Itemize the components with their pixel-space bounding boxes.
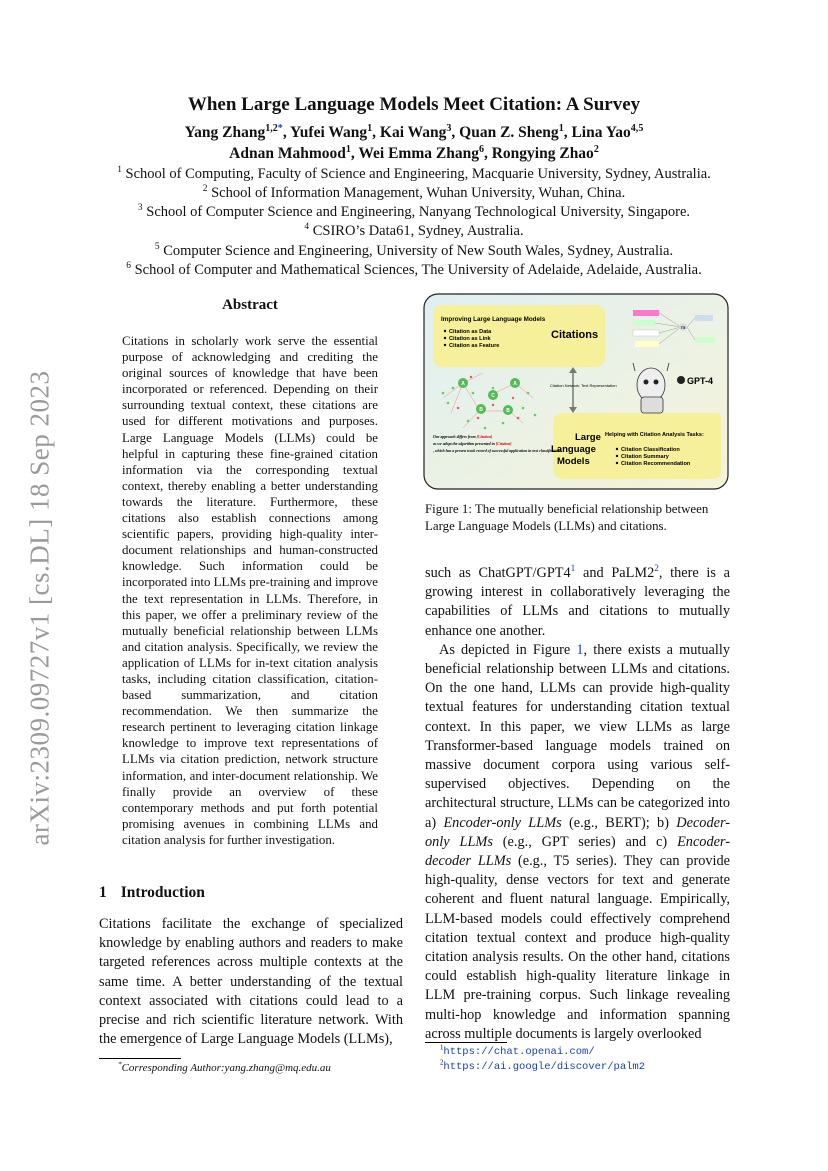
right-paragraph-2: As depicted in Figure 1, there exists a mutually beneficial relationship between LLMs and citations. On the one hand, LLMs can provide high-quality textual features for understanding citation textual context. In this paper, we view LLMs as large Transformer-based language models trained on massive document corpora using various self-supervised objectives. Depending on the architectural structure, LLMs can be categorized into a) Encoder-only LLMs (e.g., BERT); b) Decoder-only LLMs (e.g., GPT series) and c) Encoder-decoder LLMs (e.g., T5 series). They can provide high-quality, dense vectors for text and generate coherent and fluent natural language. Empirically, LLM-based models could effectively comprehend citation textual context and produce high-quality citation analysis results. On the other hand, citations could establish high-quality literature linkage in LLM pre-training corpus. Such linkage revealing multi-hop knowledge and information spanning across multiple documents is largely overlooked (425, 641, 730, 1042)
arxiv-identifier: arXiv:2309.09727v1 [cs.DL] 18 Sep 2023 (24, 370, 55, 845)
author: Yang Zhang$^{1,2*}$ (184, 122, 283, 141)
footnote-ref-1: 1 (570, 564, 576, 575)
figure-1 (423, 293, 729, 490)
helping-item: Citation Recommendation (621, 461, 691, 467)
text-representation-label: Text Representation (581, 383, 617, 388)
author: Quan Z. Sheng$^1$ (459, 122, 564, 141)
llm-label: Large (575, 432, 601, 443)
node-label: B (506, 408, 510, 414)
approach-note: Our approach differs from [Citation] as we adopt the algorithm presented in [Citation] , which has a proven track record of successful application in text classification. (433, 435, 562, 453)
author: Yufei Wang$^1$ (290, 122, 373, 141)
author: Adnan Mahmood$^1$ (229, 143, 351, 162)
figure-illustration (423, 293, 729, 490)
author: Wei Emma Zhang$^6$ (358, 143, 484, 162)
node-label: A (513, 381, 517, 387)
footnote-rule (425, 1042, 507, 1043)
footnote-1: $^1$https://chat.openai.com/ (440, 1044, 595, 1058)
improving-title: Improving Large Language Models (441, 316, 546, 323)
author: Lina Yao$^{4,5}$ (571, 122, 644, 141)
abstract-heading: Abstract (222, 297, 278, 313)
improving-item: Citation as Data (449, 329, 492, 335)
paper-title: When Large Language Models Meet Citation: A Survey (187, 94, 641, 115)
affiliation: $^6$ School of Computer and Mathematical Sciences, The University of Adelaide, Adelaide, Australia. (126, 261, 702, 278)
author: Kai Wang$^3$ (379, 122, 452, 141)
affiliation: $^5$ Computer Science and Engineering, University of New South Wales, Sydney, Australia. (154, 242, 674, 259)
affiliation: $^1$ School of Computing, Faculty of Science and Engineering, Macquarie University, Sydney, Australia. (117, 165, 711, 182)
bullet (444, 337, 446, 339)
node-label: C (491, 393, 495, 399)
footnote-2: $^2$https://ai.google/discover/palm2 (440, 1059, 646, 1073)
abstract-body: Citations in scholarly work serve the essential purpose of acknowledging and crediting the original sources of knowledge that have been incorporated or referenced. Depending on their surrounding textual context, these citations are used for different motivations and purposes. Large Language Models (LLMs) could be helpful in capturing these fine-grained citation information via the corresponding textual context, thereby enabling a better understanding towards the literature. Furthermore, these citations also establish connections among scientific papers, providing high-quality inter-document relationships and human-constructed knowledge. Such information could be incorporated into LLMs pre-training and improve the text representation in LLMs. Therefore, in this paper, we offer a preliminary review of the mutually beneficial relationship between LLMs and citation analysis. Specifically, we review the application of LLMs for in-text citation analysis tasks, including citation classification, citation-based summarization, and citation recommendation. We then summarize the research pertinent to leveraging citation linkage knowledge to improve text representations of LLMs via citation prediction, network structure information, and inter-document relationship. We finally provide an overview of these contemporary methods and put forth potential promising avenues in combining LLMs and citation analysis for further investigation. (122, 334, 378, 847)
footnote-url[interactable]: https://chat.openai.com/ (443, 1046, 595, 1058)
author-line-2: Adnan Mahmood$^1$, Wei Emma Zhang$^6$, Rongying Zhao$^2$ (229, 143, 599, 162)
helping-item: Citation Classification (621, 447, 680, 453)
affiliation: $^4$ CSIRO’s Data61, Sydney, Australia. (304, 222, 524, 239)
t5-label: T5 (680, 325, 686, 330)
node-label: B (479, 407, 483, 413)
footnote-rule (99, 1058, 181, 1059)
citations-label: Citations (551, 329, 599, 341)
footnote-url[interactable]: https://ai.google/discover/palm2 (443, 1061, 646, 1073)
figure-ref-link[interactable]: 1 (576, 641, 584, 658)
llm-label: Language (551, 444, 596, 455)
affiliation: $^2$ School of Information Management, Wuhan University, Wuhan, China. (202, 184, 626, 201)
openai-logo-icon (677, 376, 685, 384)
citation-network-label: Citation Network (550, 383, 580, 388)
affiliation: $^3$ School of Computer Science and Engineering, Nanyang Technological University, Singapore. (137, 203, 691, 220)
corresponding-footnote: *Corresponding Author:yang.zhang@mq.edu.au (118, 1060, 331, 1074)
improving-item: Citation as Feature (449, 343, 500, 349)
llm-label: Models (557, 456, 590, 467)
figure-caption: Figure 1: The mutually beneficial relationship between Large Language Models (LLMs) and citations. (425, 502, 709, 533)
right-column-body (425, 564, 730, 1044)
bullet (444, 330, 446, 332)
section-heading: 1 Introduction (99, 884, 205, 901)
footnote-ref-2: 2 (654, 564, 659, 575)
arxiv-sidebar (20, 365, 60, 850)
helping-title: Helping with Citation Analysis Tasks: (605, 432, 704, 438)
improving-item: Citation as Link (449, 336, 491, 342)
bullet (444, 344, 446, 346)
right-paragraph-1: such as ChatGPT/$GPT4^1$ and $PaLM2^2$, there is a growing interest in collaboratively leveraging the capabilities of LLMs and citations to mutually enhance one another. (425, 564, 730, 639)
helping-item: Citation Summary (621, 454, 669, 460)
author: Rongying Zhao$^2$ (491, 143, 599, 162)
intro-paragraph: Citations facilitate the exchange of specialized knowledge by enabling authors and readers to make targeted references across multiple contexts at the same time. A better understanding of the textual context associated with citations could lead to a precise and rich scientific literature network. With the emergence of Large Language Models (LLMs), (99, 916, 403, 1048)
node-label: A (461, 381, 465, 387)
gpt4-label: GPT-4 (687, 376, 714, 386)
corresponding-mark: * (277, 122, 283, 134)
author-line-1: Yang Zhang$^{1,2*}$, Yufei Wang$^1$, Kai Wang$^3$, Quan Z. Sheng$^1$, Lina Yao$^{4,5}$ (184, 122, 644, 141)
